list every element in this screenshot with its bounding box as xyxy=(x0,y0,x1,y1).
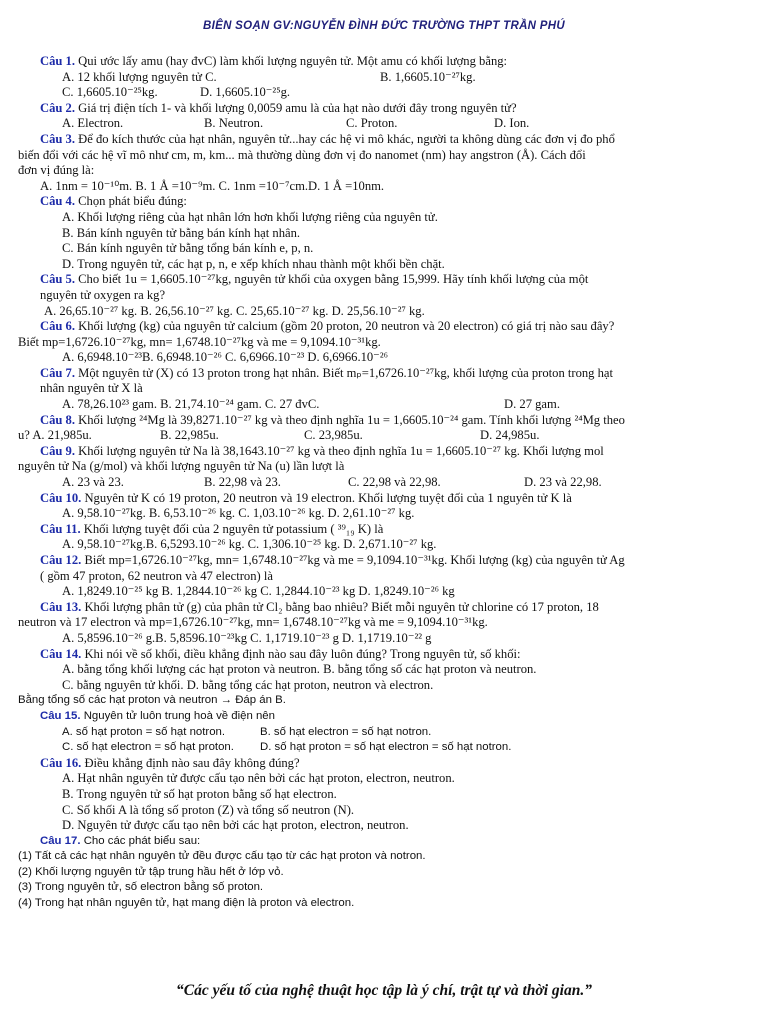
answer-option: D. 23 và 22,98. xyxy=(524,475,602,490)
line-text: Khối lượng nguyên tử Na là 38,1643.10⁻²⁷ kg và theo định nghĩa 1u = 1,6605.10⁻²⁷ kg. Khối lượng mol xyxy=(75,443,604,458)
line-text: Khối lượng tuyệt đối của 2 nguyên tử potassium ( ³⁹₁₉ K) là xyxy=(80,521,384,536)
line-text: A. 5,8596.10⁻²⁶ g.B. 5,8596.10⁻²³kg C. 1,1719.10⁻²³ g D. 1,1719.10⁻²² g xyxy=(62,630,432,645)
text-line xyxy=(18,116,750,132)
text-line xyxy=(18,148,750,164)
text-line xyxy=(18,787,750,803)
answer-option: C. 1,6605.10⁻²⁵kg. xyxy=(62,85,158,100)
line-text: biến đổi với các hệ vĩ mô như cm, m, km... mà thường dùng đơn vị đo nanomet (nm) hay angstron (Å). Cách đổi xyxy=(18,147,586,162)
line-text: Khi nói về số khối, điều khẳng định nào sau đây luôn đúng? Trong nguyên tử, số khối: xyxy=(81,646,521,661)
line-text: A. Khối lượng riêng của hạt nhân lớn hơn khối lượng riêng của nguyên tử. xyxy=(62,209,438,224)
text-line xyxy=(18,880,750,896)
question-number: Câu 6. xyxy=(40,319,75,334)
answer-option: A. 23 và 23. xyxy=(62,475,124,490)
line-text: (1) Tất cả các hạt nhân nguyên tử đều được cấu tạo từ các hạt proton và notron. xyxy=(18,850,426,863)
text-line xyxy=(18,163,750,179)
text-line xyxy=(18,537,750,553)
line-text: Bằng tổng số các hạt proton và neutron → Đáp án B. xyxy=(18,694,286,707)
line-text: D. Trong nguyên tử, các hạt p, n, e xếp khích nhau thành một khối bền chặt. xyxy=(62,256,445,271)
answer-option: B. số hạt electron = số hạt notron. xyxy=(260,725,432,738)
text-line xyxy=(18,725,750,741)
text-line xyxy=(18,803,750,819)
line-text: Cho biết 1u = 1,6605.10⁻²⁷kg, nguyên tử khối của oxygen bằng 15,999. Hãy tính khối lượng của một xyxy=(75,272,589,287)
line-text: A. 1nm = 10⁻¹⁰m. B. 1 Å =10⁻⁹m. C. 1nm =10⁻⁷cm.D. 1 Å =10nm. xyxy=(40,178,385,193)
text-line xyxy=(18,569,750,585)
question-number: Câu 5. xyxy=(40,272,75,287)
question-line xyxy=(18,132,750,148)
text-line xyxy=(18,70,750,86)
text-line xyxy=(18,693,750,709)
line-text: đơn vị đúng là: xyxy=(18,163,95,178)
line-text: Qui ước lấy amu (hay đvC) làm khối lượng nguyên tử. Một amu có khối lượng bằng: xyxy=(75,54,508,68)
line-text: Để đo kích thước của hạt nhân, nguyên tử...hay các hệ vi mô khác, người ta không dùng các đơn vị đo phổ xyxy=(75,131,615,146)
question-number: Câu 11. xyxy=(40,521,81,536)
text-line xyxy=(18,428,750,444)
answer-option: D. 27 gam. xyxy=(504,397,560,412)
answer-option: A. 12 khối lượng nguyên tử C. xyxy=(62,69,217,84)
question-line xyxy=(18,194,750,210)
line-text: D. Nguyên tử được cấu tạo nên bởi các hạt proton, electron, neutron. xyxy=(62,818,409,833)
line-text: C. Số khối A là tổng số proton (Z) và tổng số neutron (N). xyxy=(62,802,355,817)
question-line xyxy=(18,756,750,772)
question-number: Câu 13. xyxy=(40,599,82,614)
line-text: Biết mp=1,6726.10⁻²⁷kg, mn= 1,6748.10⁻²⁷kg và me = 9,1094.10⁻³¹kg. Khối lượng (kg) của nguyên tử Ag xyxy=(81,553,625,567)
text-line xyxy=(18,288,750,304)
answer-option: C. 23,985u. xyxy=(304,428,363,443)
answer-option: D. số hạt proton = số hạt electron = số hạt notron. xyxy=(260,741,512,754)
page-header: BIÊN SOẠN GV:NGUYỄN ĐÌNH ĐỨC TRƯỜNG THPT TRẦN PHÚ xyxy=(203,20,565,32)
question-line xyxy=(18,413,750,429)
text-line xyxy=(18,771,750,787)
question-number: Câu 8. xyxy=(40,412,75,427)
question-line xyxy=(18,54,750,70)
text-line xyxy=(18,257,750,273)
text-line xyxy=(18,304,750,320)
line-text: Khối lượng ²⁴Mg là 39,8271.10⁻²⁷ kg và theo định nghĩa 1u = 1,6605.10⁻²⁴ gam. Tính khối lượng ²⁴Mg theo xyxy=(75,412,625,427)
text-line xyxy=(18,335,750,351)
text-line xyxy=(18,849,750,865)
answer-option: A. Electron. xyxy=(62,116,124,131)
answer-option: C. 22,98 và 22,98. xyxy=(348,475,441,490)
answer-option: B. 1,6605.10⁻²⁷kg. xyxy=(380,69,476,84)
question-number: Câu 3. xyxy=(40,131,75,146)
text-line xyxy=(18,896,750,912)
line-text: A. 9,58.10⁻²⁷kg. B. 6,53.10⁻²⁶ kg. C. 1,03.10⁻²⁶ kg. D. 2,61.10⁻²⁷ kg. xyxy=(62,506,415,521)
line-text: nguyên tử oxygen ra kg? xyxy=(40,287,166,302)
answer-option: B. 22,985u. xyxy=(160,428,219,443)
question-line xyxy=(18,834,750,850)
answer-option: A. số hạt proton = số hạt notron. xyxy=(62,725,226,738)
text-line xyxy=(18,740,750,756)
question-line xyxy=(18,600,750,616)
answer-option: D. 1,6605.10⁻²⁵g. xyxy=(200,85,291,100)
line-text: Điều khẳng định nào sau đây không đúng? xyxy=(81,755,300,770)
text-line xyxy=(18,662,750,678)
answer-option: D. Ion. xyxy=(494,116,530,131)
text-line xyxy=(18,506,750,522)
answer-option: C. Proton. xyxy=(346,116,398,131)
document-body xyxy=(18,54,750,912)
line-text: nhân nguyên tử X là xyxy=(40,381,143,396)
question-line xyxy=(18,522,750,538)
question-number: Câu 14. xyxy=(40,646,82,661)
question-number: Câu 4. xyxy=(40,194,75,209)
answer-option: B. Neutron. xyxy=(204,116,264,131)
line-text: C. Bán kính nguyên tử bằng tổng bán kính e, p, n. xyxy=(62,241,314,256)
question-number: Câu 12. xyxy=(40,553,82,567)
line-text: nguyên tử Na (g/mol) và khối lượng nguyên tử Na (u) lần lượt là xyxy=(18,459,345,474)
line-text: A. bằng tổng khối lượng các hạt proton và neutron. B. bằng tổng số các hạt proton và neutron. xyxy=(62,662,537,677)
text-line xyxy=(18,241,750,257)
answer-option: A. 78,26.10²³ gam. B. 21,74.10⁻²⁴ gam. C. 27 đvC. xyxy=(62,397,320,412)
question-number: Câu 7. xyxy=(40,365,75,380)
line-text: A. Hạt nhân nguyên tử được cấu tạo nên bởi các hạt proton, electron, neutron. xyxy=(62,771,455,786)
question-line xyxy=(18,491,750,507)
answer-option: C. số hạt electron = số hạt proton. xyxy=(62,741,234,754)
line-text: Biết mp=1,6726.10⁻²⁷kg, mn= 1,6748.10⁻²⁷kg và me = 9,1094.10⁻³¹kg. xyxy=(18,334,381,349)
question-number: Câu 1. xyxy=(40,54,75,68)
line-text: Nguyên tử K có 19 proton, 20 neutron và 19 electron. Khối lượng tuyệt đối của 1 nguyên tử K là xyxy=(81,490,572,505)
question-number: Câu 17. xyxy=(40,834,81,847)
line-text: Khối lượng phân tử (g) của phân tử Cl₂ bằng bao nhiêu? Biết mỗi nguyên tử chlorine có 17 proton, 18 xyxy=(81,599,599,614)
text-line xyxy=(18,584,750,600)
text-line xyxy=(18,678,750,694)
line-text: (2) Khối lượng nguyên tử tập trung hầu hết ở lớp vỏ. xyxy=(18,865,284,878)
text-line xyxy=(18,85,750,101)
line-text: Giá trị điện tích 1- và khối lượng 0,0059 amu là của hạt nào dưới đây trong nguyên tử? xyxy=(75,100,517,115)
question-line xyxy=(18,101,750,117)
line-text: A. 1,8249.10⁻²⁵ kg B. 1,2844.10⁻²⁶ kg C. 1,2844.10⁻²³ kg D. 1,8249.10⁻²⁶ kg xyxy=(62,584,455,599)
line-text: A. 9,58.10⁻²⁷kg.B. 6,5293.10⁻²⁶ kg. C. 1,306.10⁻²⁵ kg. D. 2,671.10⁻²⁷ kg. xyxy=(62,537,437,552)
text-line xyxy=(18,350,750,366)
line-text: Cho các phát biểu sau: xyxy=(80,834,201,847)
text-line xyxy=(18,459,750,475)
text-line xyxy=(18,865,750,881)
question-line xyxy=(18,444,750,460)
answer-option: B. 22,98 và 23. xyxy=(204,475,281,490)
line-text: B. Bán kính nguyên tử bằng bán kính hạt nhân. xyxy=(62,225,301,240)
line-text: neutron và 17 electron và mp=1,6726.10⁻²⁷kg, mn= 1,6748.10⁻²⁷kg và me = 9,1094.10⁻³¹kg. xyxy=(18,615,488,630)
text-line xyxy=(18,397,750,413)
question-number: Câu 2. xyxy=(40,100,75,115)
line-text: Chọn phát biểu đúng: xyxy=(75,194,187,209)
line-text: A. 6,6948.10⁻²³B. 6,6948.10⁻²⁶ C. 6,6966.10⁻²³ D. 6,6966.10⁻²⁶ xyxy=(62,350,388,365)
text-line xyxy=(18,381,750,397)
question-line xyxy=(18,709,750,725)
line-text: B. Trong nguyên tử số hạt proton bằng số hạt electron. xyxy=(62,786,337,801)
line-text: (4) Trong hạt nhân nguyên tử, hạt mang điện là proton và electron. xyxy=(18,897,355,910)
line-text: (3) Trong nguyên tử, số electron bằng số proton. xyxy=(18,881,264,894)
question-line xyxy=(18,319,750,335)
question-number: Câu 9. xyxy=(40,443,75,458)
line-text: ( gồm 47 proton, 62 neutron và 47 electron) là xyxy=(40,568,273,583)
text-line xyxy=(18,615,750,631)
text-line xyxy=(18,179,750,195)
footer-quote: “Các yếu tố của nghệ thuật học tập là ý chí, trật tự và thời gian.” xyxy=(176,982,592,999)
question-line xyxy=(18,366,750,382)
answer-option: u? A. 21,985u. xyxy=(18,428,92,443)
question-number: Câu 16. xyxy=(40,755,82,770)
question-number: Câu 15. xyxy=(40,709,81,722)
text-line xyxy=(18,226,750,242)
text-line xyxy=(18,475,750,491)
question-line xyxy=(18,272,750,288)
line-text: A. 26,65.10⁻²⁷ kg. B. 26,56.10⁻²⁷ kg. C. 25,65.10⁻²⁷ kg. D. 25,56.10⁻²⁷ kg. xyxy=(44,303,425,318)
line-text: Một nguyên tử (X) có 13 proton trong hạt nhân. Biết mₚ=1,6726.10⁻²⁷kg, khối lượng của proton trong hạt xyxy=(75,365,614,380)
line-text: Nguyên tử luôn trung hoà về điện nên xyxy=(80,709,275,722)
text-line xyxy=(18,631,750,647)
text-line xyxy=(18,818,750,834)
text-line xyxy=(18,210,750,226)
line-text: C. bằng nguyên tử khối. D. bằng tổng các hạt proton, neutron và electron. xyxy=(62,677,434,692)
question-line xyxy=(18,553,750,569)
answer-option: D. 24,985u. xyxy=(480,428,540,443)
question-number: Câu 10. xyxy=(40,490,82,505)
line-text: Khối lượng (kg) của nguyên tử calcium (gồm 20 proton, 20 neutron và 20 electron) có giá trị nào sau đây? xyxy=(75,319,615,334)
question-line xyxy=(18,647,750,663)
